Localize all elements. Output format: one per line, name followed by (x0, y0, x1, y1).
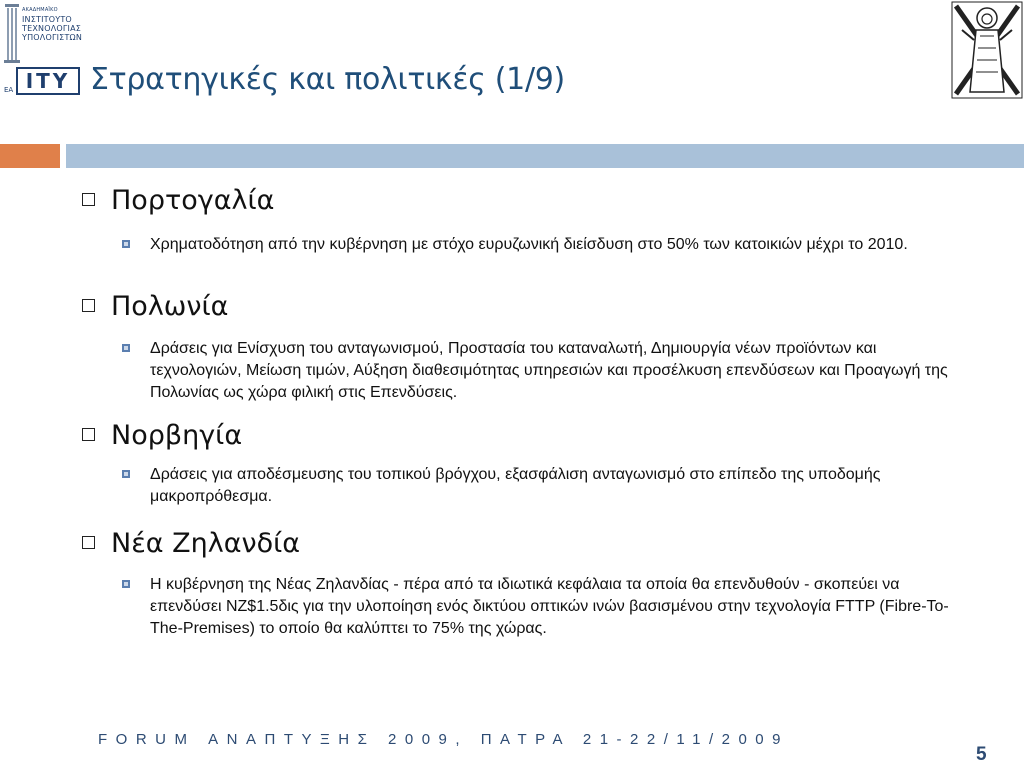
square-bullet-icon (122, 470, 130, 478)
institute-line: ΤΕΧΝΟΛΟΓΙΑΣ (22, 24, 82, 33)
institute-line: ΙΝΣΤΙΤΟΥΤΟ (22, 15, 72, 24)
heading-text: Πολωνία (111, 291, 229, 322)
accent-bar-orange (0, 144, 60, 168)
list-item-bullet (122, 574, 972, 640)
square-bullet-icon (122, 344, 130, 352)
checkbox-bullet-icon (82, 536, 95, 549)
checkbox-bullet-icon (82, 428, 95, 441)
bullet-text: Η κυβέρνηση της Νέας Ζηλανδίας - πέρα από τα ιδιωτικά κεφάλαια τα οποία θα επενδυθούν - σκοπεύει να επενδύσει NZ$1.5δις για την υλοποίηση ενός δικτύου οπτικών ινών βασισμένου στην τεχνολογία FTTP (Fibre-To-The-Premises) το οποίο θα καλύπτει το 75% της χώρας. (150, 576, 949, 637)
logo-acronym: ITY (16, 67, 80, 95)
accent-bar-blue (66, 144, 1024, 168)
heading-text: Νέα Ζηλανδία (111, 528, 301, 559)
saint-seal-icon (950, 0, 1024, 100)
list-item-heading (82, 185, 274, 216)
list-item-heading (82, 291, 228, 322)
institute-logo (2, 0, 82, 100)
list-item-heading (82, 420, 242, 451)
checkbox-bullet-icon (82, 299, 95, 312)
logo-ea-label: ΕΑ (4, 86, 14, 94)
bullet-text: Χρηματοδότηση από την κυβέρνηση με στόχο ευρυζωνική διείσδυση στο 50% των κατοικιών μέχρι το 2010. (150, 236, 908, 253)
column-emblem-icon (2, 0, 22, 70)
heading-text: Πορτογαλία (111, 185, 275, 216)
bullet-text: Δράσεις για αποδέσμευσης του τοπικού βρόγχου, εξασφάλιση ανταγωνισμό στο επίπεδο της υποδομής μακροπρόθεσμα. (150, 466, 881, 505)
slide-title: Στρατηγικές και πολιτικές (1/9) (90, 62, 565, 97)
heading-text: Νορβηγία (111, 420, 243, 451)
square-bullet-icon (122, 580, 130, 588)
institute-name (22, 6, 84, 42)
bullet-text: Δράσεις για Ενίσχυση του ανταγωνισμού, Προστασία του καταναλωτή, Δημιουργία νέων προϊόντων και τεχνολογιών, Μείωση τιμών, Αύξηση διαθεσιμότητας υπηρεσιών και προσέλκυση επενδύσεων και Προαγωγή της Πολωνίας ως χώρα φιλική στις Επενδύσεις. (150, 340, 948, 401)
footer-text: FORUM ΑΝΑΠΤΥΞΗΣ 2009, ΠΑΤΡΑ 21-22/11/2009 (98, 731, 789, 748)
list-item-bullet (122, 464, 972, 508)
checkbox-bullet-icon (82, 193, 95, 206)
page-number: 5 (976, 744, 987, 765)
institute-line: ΥΠΟΛΟΓΙΣΤΩΝ (22, 33, 83, 42)
list-item-bullet (122, 234, 972, 256)
institute-line: ΑΚΑΔΗΜΑΪΚΟ (22, 7, 58, 13)
list-item-heading (82, 528, 300, 559)
square-bullet-icon (122, 240, 130, 248)
list-item-bullet (122, 338, 972, 404)
